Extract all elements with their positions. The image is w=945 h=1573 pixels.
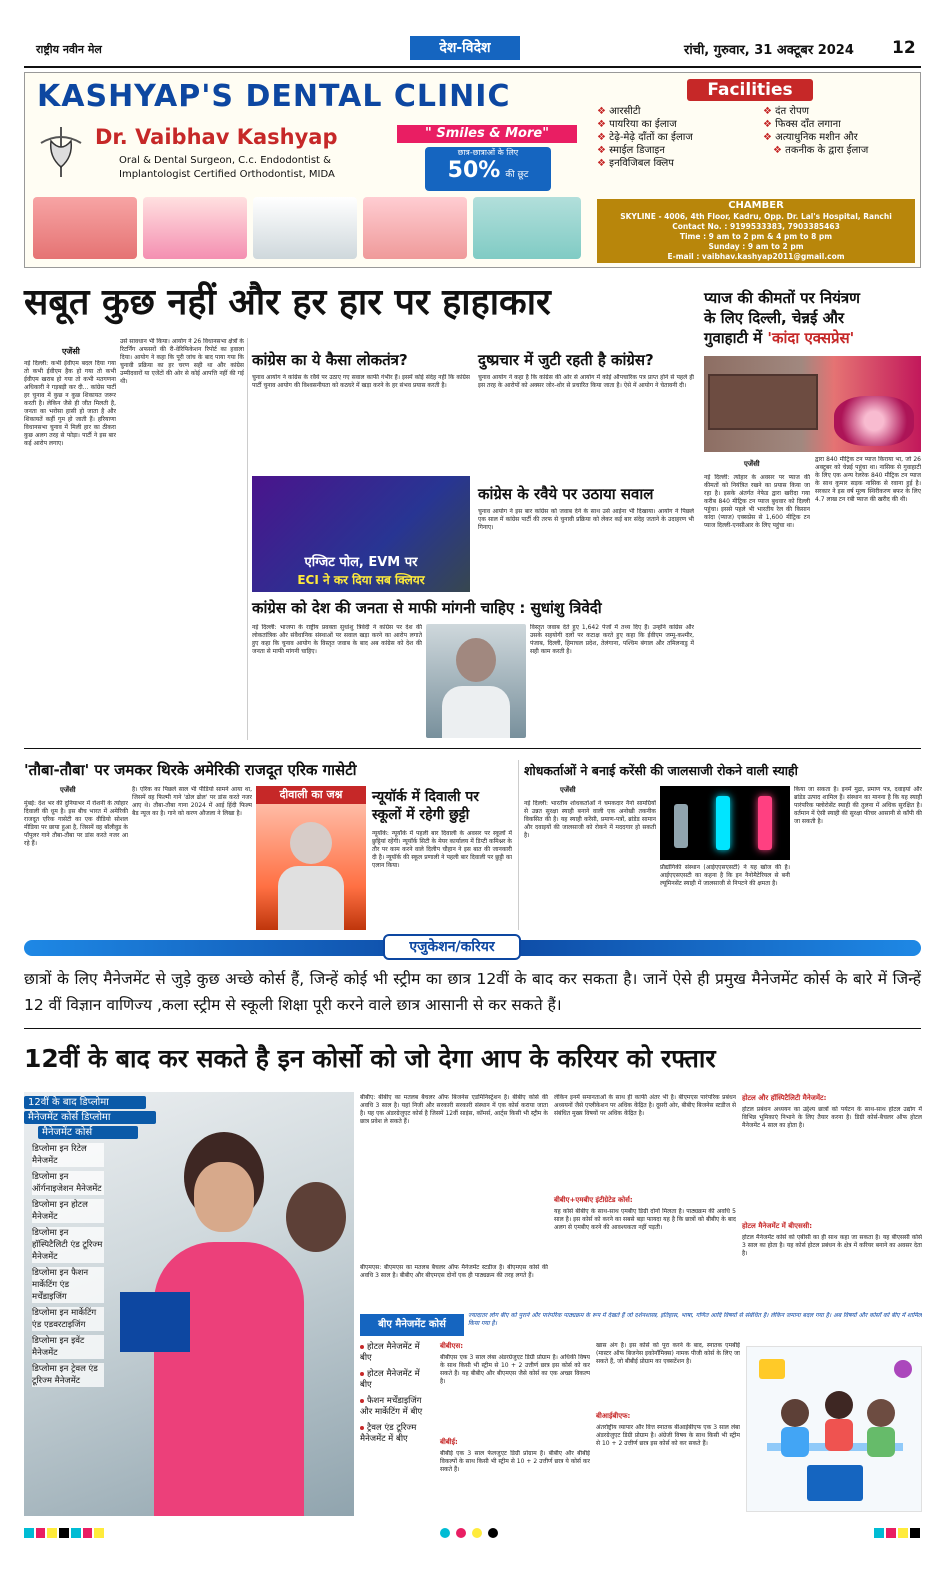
onion-agency: एजेंसी — [744, 460, 760, 468]
edu-col4-body: बीबीएस एक 3 साल लंबा अंडरग्रेजुएट डिग्री प्रोग्राम है। अधिकी विषय के साथ किसी भी स्ट्रीम से 10 + 2 उत्तीर्ण छात्र इस कोर्स को कर सकते हैं। यह बीबीए और बीएमएस जैसे कोर्स का एक अच्छा विकल्प है। — [440, 1354, 590, 1385]
edu-col4-title: बीबीएस: — [440, 1342, 464, 1350]
diploma-item: डिप्लोमा इन होटल मैनेजमेंट — [32, 1199, 104, 1223]
diploma-list — [24, 1143, 159, 1387]
facilities-title: Facilities — [687, 79, 813, 101]
facilities-list-left — [597, 105, 767, 170]
facility-item: ❖ टेढ़े-मेढ़े दाँतों का ईलाज — [597, 131, 767, 144]
lead-sub1-title: कांग्रेस का ये कैसा लोकतंत्र? — [252, 351, 408, 369]
edu-col1-bms: बीएमएस: बीएमएस का मतलब बैचलर ऑफ मैनेजमेंट स्टडीज है। बीएमएस कोर्स की अवधि 3 साल है। बीबीए और बीएमएस दोनों एक ही पाठ्यक्रम की तरह लगते हैं। — [360, 1264, 548, 1279]
diploma-item: डिप्लोमा इन मार्केटिंग एंड एडवरटाइजिंग — [32, 1307, 104, 1331]
ink-body-1: नई दिल्ली: भारतीय शोधकर्ताओं ने चमकदार नैनो सामग्रियों से उन्नत सुरक्षा स्याही बनाने वाली एक अनोखी तकनीक विकसित की है। यह स्याही करेंसी, प्रमाण-पत्रों, ब्रांडेड सामान और दवाइयों की जालसाजी को रोकने में मददगार हो सकती है। — [524, 800, 656, 839]
ba-course-item: फैशन मर्चेंडाइजिंग और मार्केटिंग में बीए — [360, 1396, 423, 1417]
chamber-address: SKYLINE - 4006, 4th Floor, Kadru, Opp. Dr. Lal's Hospital, Ranchi — [620, 212, 892, 221]
lead-sub2-body: चुनाव आयोग ने कहा है कि कांग्रेस की ओर से आयोग में कोई औपचारिक पत्र प्राप्त होने से पहले ही इस तरह के आरोपों को अक्सर जोर-शोर से प्रचारित किया जाता है। ऐसे में आयोग ने चेतावनी दी। — [478, 374, 694, 389]
lead-sub2-title: दुष्प्रचार में जुटी रहती है कांग्रेस? — [478, 351, 654, 369]
facility-item: ❖ तकनीक के द्वारा ईलाज — [763, 144, 919, 157]
facility-item: ❖ अत्याधुनिक मशीन और — [763, 131, 919, 144]
ba-course-list — [360, 1342, 434, 1450]
diploma-item: डिप्लोमा इन ऑर्गनाइजेशन मैनेजमेंट — [32, 1171, 104, 1195]
lead-sub4-title: कांग्रेस को देश की जनता से माफी मांगनी चाहिए : सुधांशु त्रिवेदी — [252, 599, 602, 617]
dental-checkup-photo — [473, 197, 581, 259]
edu-col5b-body: अंतर्राष्ट्रीय व्यापार और वित्त स्नातक बीआईबीएफ एक 3 साल लंबा अंडरग्रेजुएट डिग्री प्रोग्राम है। अंग्रेजी विषय के साथ किसी भी स्ट्रीम से 10 + 2 उत्तीर्ण छात्र इस कोर्स को कर सकते हैं। — [596, 1424, 740, 1447]
ba-band-text: ज्यादातर लोग बीए को पुराने और पारंपरिक पाठ्यक्रम के रूप में देखते हैं जो दर्शनशास्त्र, इतिहास, भाषा, गणित आदि विषयों से संबंधित है। लेकिन जमाना बदल गया है। अब विषयों और कोर्सों को बीए में शामिल किया गया है। — [468, 1312, 922, 1327]
ad-desc-2: Implantologist Certified Orthodontist, MIDA — [119, 169, 335, 180]
ad-offer-tail: की छूट — [505, 170, 529, 180]
chamber-sunday: Sunday : 9 am to 2 pm — [708, 242, 804, 251]
ink-photo-credit: प्रौद्योगिकी संस्थान (आईएएसएसटी) ने यह खोज की है। आईएएसएसटी का कहना है कि इन नैनोमैटेरियल से बनी ल्यूमिनसेंट स्याही में जालसाजी से निपटने की क्षमता है। — [660, 864, 790, 887]
ambassador-headline — [24, 760, 514, 780]
ambassador-body-1: मुंबई: देश भर की दुनियाभर में रोशनी के त्योहार दिवाली की धूम है। इस बीच भारत में अमेरिकी राजदूत एरिक गासेटी का एक वीडियो सोशल मीडिया पर छाया हुआ है, जिसमें वह बॉलीवुड के पॉपुलर गाने तौबा-तौबा पर डांस करते नजर आ रहे हैं। — [24, 800, 128, 847]
edu-col5-body: खास अंग है। इस कोर्स को पूरा करने के बाद, स्नातक एमबीई (मास्टर ऑफ बिजनेस इकोनॉमिक्स) नामक पीजी कोर्स के लिए जा सकते हैं, जो बीबीई प्रोग्राम का एक्सटेंशन है। — [596, 1342, 740, 1365]
side-title-2: मैनेजमेंट कोर्स डिप्लोमा — [24, 1111, 156, 1124]
lead-sub4-body-2: विस्तृत जवाब देते हुए 1,642 पेजों में तथ्य दिए हैं। उन्होंने कांग्रेस और उसके सहयोगी दलों पर कटाक्ष करते हुए कहा कि ईवीएम जम्मू-कश्मीर, पंजाब, दिल्ली, हिमाचल प्रदेश, तेलंगाना, पश्चिम बंगाल और तमिलनाडु में सही काम करती है। — [530, 624, 694, 655]
facility-item: ❖ फिक्स दाँत लगाना — [763, 118, 919, 131]
photo-label: दीवाली का जश्न — [256, 786, 366, 804]
section-label: देश-विदेश — [410, 36, 520, 60]
edu-col3b-body: होटल मैनेजमेंट कोर्स को एबीसी का ही साथ कहा जा सकता है। यह बीएससी कोर्स 3 साल का होता है। यह कोर्स होटल प्रबंधन के क्षेत्र में करियर बनाने का अवसर देता है। — [742, 1234, 922, 1257]
lead-sub3-body: चुनाव आयोग ने इस बार कांग्रेस को जवाब देने के साथ उसे आईना भी दिखाया। आयोग ने पिछले एक साल में कांग्रेस पार्टी की तरफ से चुनावी प्रक्रिया को लेकर कई बार संदेह जताने के उदाहरण भी गिनाए। — [478, 508, 694, 531]
sudhanshu-trivedi-photo — [426, 624, 526, 738]
diploma-item: डिप्लोमा इन फैशन मार्केटिंग एंड मर्चेंडाइजिंग — [32, 1267, 104, 1303]
nyc-headline-2: स्कूलों में रहेगी छुट्टी — [372, 807, 470, 823]
onion-body-2: द्वारा 840 मीट्रिक टन प्याज किराया भा, जो 26 अक्टूबर को चेन्नई पहुंचा था। नासिक से गुवाहाटी के लिए एक अन्य रेलरेक 840 मीट्रिक टन प्याज के साथ कुमार सड़क नासिक से रवाना हुई है। सरकार ने इस वर्ष मूल्य स्थिरीकरण बफर के लिए 4.7 लाख टन रबी प्याज की खरीद की थी। — [815, 456, 921, 503]
diploma-item: डिप्लोमा इन रिटेल मैनेजमेंट — [32, 1143, 104, 1167]
lead-headline: सबूत कुछ नहीं और हर हार पर हाहाकार — [24, 282, 551, 323]
print-dots-center — [440, 1528, 504, 1538]
edu-col4b-title: बीबीई: — [440, 1438, 458, 1446]
nyc-headline-1: न्यूयॉर्क में दिवाली पर — [372, 789, 480, 805]
teeth-photo-strip — [33, 197, 581, 259]
ad-offer-text: छात्र-छात्राओं के लिए — [457, 148, 519, 157]
masthead — [24, 36, 921, 66]
diploma-item: डिप्लोमा इन इवेंट मैनेजमेंट — [32, 1335, 104, 1359]
ad-desc-1: Oral & Dental Surgeon, C.c. Endodontist & — [119, 155, 331, 166]
onion-headline-1: प्याज की कीमतों पर नियंत्रण — [704, 289, 861, 307]
education-headline: 12वीं के बाद कर सकते है इन कोर्सो को जो देगा आप के करियर को रफ्तार — [24, 1044, 716, 1073]
ambassador-headline-quote: 'तौबा-तौबा' — [24, 761, 90, 779]
onion-train-photo — [704, 356, 921, 452]
ad-tagline: " Smiles & More" — [397, 125, 577, 143]
print-color-bar-right — [840, 1528, 920, 1538]
edu-col1-bba: बीबीए: बीबीए का मतलब बैचलर ऑफ बिजनेस एडमिनिस्ट्रेशन है। बीबीए कोर्स की अवधि 3 साल है। यहां निजी और सरकारी सरकारी संस्थान में एक कोर्स कराया जाता है। यह एक अंडरग्रेजुएट कोर्स है जिसमें 12वीं साइंस, कॉमर्स, आर्ट्स किसी भी स्ट्रीम के छात्र प्रवेश ले सकते हैं। — [360, 1094, 548, 1125]
smile-photo — [363, 197, 467, 259]
chamber-email: E-mail : vaibhav.kashyap2011@gmail.com — [667, 252, 845, 261]
nyc-headline — [372, 788, 512, 824]
diploma-item: डिप्लोमा इन हॉस्पिटैलिटी एंड टूरिज्म मैनेजमेंट — [32, 1228, 103, 1262]
dentures-photo — [33, 197, 137, 259]
print-color-bar-left — [24, 1528, 104, 1538]
facility-item: ❖ आरसीटी — [597, 105, 767, 118]
chamber-time: Time : 9 am to 2 pm & 4 pm to 8 pm — [679, 232, 833, 241]
lead-agency: एजेंसी — [62, 347, 80, 356]
chamber-contact: Contact No. : 9199533383, 7903385463 — [672, 222, 840, 231]
page-number: 12 — [892, 38, 916, 58]
edu-col3b-title: होटल मैनेजमेंट में बीएससी: — [742, 1222, 813, 1230]
side-title-1: 12वीं के बाद डिप्लोमा — [24, 1096, 146, 1109]
lead-sub3-title: कांग्रेस के रवैये पर उठाया सवाल — [478, 485, 654, 503]
education-intro: छात्रों के लिए मैनेजमेंट से जुड़े कुछ अच्छे कोर्स हैं, जिन्हें कोई भी स्ट्रीम का छात्र 12वीं के बाद कर सकता है। जानें ऐसे ही प्रमुख मैनेजमेंट कोर्स के बारे में जिन्हें 12 वीं विज्ञान वाणिज्य ,कला स्ट्रीम से स्कूली शिक्षा पूरी करने वाले छात्र आसानी से कर सकते हैं। — [24, 970, 921, 1014]
education-banner: एजुकेशन/करियर — [383, 934, 521, 960]
diwali-photo — [256, 786, 366, 930]
ambassador-body-2: है। एरिक का पिछले साल भी पीडियो सामने आया था, जिसमें वह फिल्मी गाने 'ढोल ढोल' पर डांस करते नजर आए थे। तौबा-तौबा गाना 2024 में आई हिंदी फिल्म बैड न्यूज का है। गाने को करण औजला ने लिखा है। — [132, 786, 252, 817]
edu-col5-title: बीआईबीएफ: — [596, 1412, 631, 1420]
ba-course-item: होटल मैनेजमेंट में बीए — [360, 1342, 420, 1363]
ba-course-item: होटल मैनेजमेंट में बीए — [360, 1369, 420, 1390]
onion-headline-quote: 'कांदा एक्सप्रेस' — [767, 329, 855, 347]
facilities-list-right — [763, 105, 919, 157]
nyc-body: न्यूयॉर्क: न्यूयॉर्क में पहली बार दिवाली के अवसर पर स्कूलों में छुट्टियां रहेंगी। न्यूयॉर्क सिटी के मेयर कार्यालय में डिप्टी कमिश्नर के तौर पर काम करने वाले दिलीप चौहान ने इस बात की जानकारी दी है। न्यूयॉर्क की स्कूल प्रणाली ने पहली बार दिवाली पर छुट्टी का एलान किया। — [372, 830, 512, 869]
edu-col2-body: यह कोर्स बीबीए के साथ-साथ एमबीए डिग्री दोनों मिलता है। पाठ्यक्रम की अवधि 5 साल है। इस कोर्स को करने का सबसे बड़ा फायदा यह है कि छात्रों को बीबीए के बाद अलग से एमबीए करने की आवश्यकता नहीं पड़ती। — [554, 1208, 736, 1231]
facility-item: ❖ पायरिया का ईलाज — [597, 118, 767, 131]
ink-agency: एजेंसी — [560, 786, 576, 794]
photo-caption-2: ECI ने कर दिया सब क्लियर — [297, 573, 425, 587]
dental-bridge-photo — [143, 197, 247, 259]
paper-name: राष्ट्रीय नवीन मेल — [36, 43, 102, 56]
edu-col4b-body: बीबीई एक 3 साल फेलजुएट डिग्री प्रोग्राम है। बीबीए और बीबीई विकल्पों के साथ किसी भी स्ट्रीम से 10 + 2 उत्तीर्ण छात्र ये कोर्स कर सकते हैं। — [440, 1450, 590, 1473]
onion-headline — [704, 288, 922, 348]
ad-offer-percent: 50% — [447, 158, 501, 183]
tooth-caduceus-icon — [33, 123, 89, 179]
lead-body-col2: उसे सावधान भी किया। आयोग ने 26 विधानसभा क्षेत्रों के रिटर्निंग अफसरों की री-वेरिफिकेशन रिपोर्ट का हवाला दिया। आयोग ने कहा कि पूरी जांच के बाद पाया गया कि चुनावी प्रक्रिया का हर चरण सही था और कांग्रेस उम्मीदवारों या एजेंटों की ओर से कोई आपत्ति नहीं की गई थी। — [120, 338, 244, 385]
ink-body-2: किया जा सकता है। इनमें मुद्रा, प्रमाण पत्र, दवाइयां और ब्रांडेड उत्पाद शामिल हैं। संस्थान का मानना है कि यह स्याही पारंपरिक फ्लोरोसेंट स्याही की तुलना में अधिक सुरक्षित है। वर्तमान में ऐसी स्याही की सुरक्षा फीचर आसानी से कॉपी की जा सकती है। — [794, 786, 922, 825]
photo-caption-1: एग्जिट पोल, EVM पर — [304, 555, 418, 570]
lead-sub4-body: नई दिल्ली: भाजपा के राष्ट्रीय प्रवक्ता सुधांशु त्रिवेदी ने कांग्रेस पर देश की लोकतांत्रिक और संवैधानिक संस्थाओं पर सवाल खड़ा करने का आरोप लगाते हुए कहा कि चुनाव आयोग के विस्तृत जवाब के बाद अब कांग्रेस को देश की जनता से माफी मांगनी चाहिए। — [252, 624, 422, 655]
evm-photo — [252, 476, 470, 592]
facility-item: ❖ स्माईल डिजाइन — [597, 144, 767, 157]
diploma-side-panel — [24, 1094, 159, 1391]
ad-offer — [425, 147, 551, 191]
ba-band-title: बीए मैनेजमेंट कोर्स — [360, 1314, 464, 1336]
dental-clinic-ad — [24, 72, 921, 268]
diploma-item: डिप्लोमा इन ट्रेवल एंड टूरिज्म मैनेजमेंट — [32, 1363, 104, 1387]
ad-clinic-name: KASHYAP'S DENTAL CLINIC — [37, 79, 511, 114]
ambassador-agency: एजेंसी — [60, 786, 76, 794]
ba-course-item: ट्रैवल एंड टूरिज्म मैनेजमेंट में बीए — [360, 1423, 417, 1444]
edu-col2: लेकिन इनमें समानताओं के साथ ही काफी अंतर भी है। बीएमएस पारंपरिक प्रबंधन अध्ययनों जैसे एप्लीकेशन पर अधिक केंद्रित है। दूसरी ओर, बीबीए बिजनेस स्टडीज से संबंधित मुख्य विषयों पर अधिक केंद्रित है। — [554, 1094, 736, 1117]
edu-col3-title: होटल और हॉस्पिटैलिटी मैनेजमेंट: — [742, 1094, 827, 1102]
lead-sub1-body: चुनाव आयोग ने कांग्रेस के रवैये पर उठाए गए सवाल काफी गंभीर हैं। इसमें कोई संदेह नहीं कि कांग्रेस पार्टी चुनाव आयोग की विश्वसनीयता को कठघरे में खड़ा करने के हर संभव प्रयास करती है। — [252, 374, 470, 389]
edu-col3-body: होटल प्रबंधन अध्ययन का उद्देश्य छात्रों को पर्यटन के साथ-साथ होटल उद्योग में विभिन्न भूमिकाएं निभाने के लिए तैयार करना है। डिग्री कोर्स-बैचलर ऑफ होटल मैनेजमेंट 4 साल का होता है। — [742, 1106, 922, 1129]
luminescent-ink-photo — [660, 786, 790, 860]
onion-body-1: नई दिल्ली: त्योहार के अवसर पर प्याज की कीमतों को नियंत्रित रखने का प्रयास किया जा रहा है। इसके अंतर्गत नेफेड द्वारा खरीदा गया करीब 840 मीट्रिक टन प्याज बुधवार को दिल्ली पहुंचा। इससे पहले भी भारतीय रेल की किसान कांदा (प्याज) एक्सप्रेस से 1,600 मीट्रिक टन प्याज दिल्ली-एनसीआर के लिए पहुंचा था। — [704, 474, 810, 529]
facility-item: ❖ इनविजिबल क्लिप — [597, 157, 767, 170]
ad-doctor-name: Dr. Vaibhav Kashyap — [95, 125, 338, 149]
facility-item: ❖ दंत रोपण — [763, 105, 919, 118]
lead-body-col1: नई दिल्ली: कभी ईवीएम बदल दिया गया तो कभी ईवीएम हैक हो गया तो कभी ईवीएम खराब हो गया तो कभी मतगणना अधिकारी ने गड़बड़ी कर दी... कांग्रेस पार्टी हर चुनाव में कुछ न कुछ शिकायत जरूर करती है। लेकिन जैसे ही जीत मिलती है, जनता का भरोसा हासी हो जाता है और शिकायतें कहीं गुम हो जाती हैं। हरियाणा विधानसभा चुनाव में मिली हार का ठीकरा कुछ अलग तरह से फोड़ा। पार्टी ने इस बार कई आरोप लगाए। — [24, 360, 116, 447]
ambassador-headline-text: पर जमकर थिरके अमेरिकी राजदूत एरिक गासेटी — [94, 761, 357, 779]
chamber-box — [597, 199, 915, 263]
edu-col2-title: बीबीए+एमबीए इंटीग्रेटेड कोर्स: — [554, 1196, 633, 1204]
dateline: रांची, गुरुवार, 31 अक्टूबर 2024 — [684, 43, 854, 58]
students-illustration — [746, 1346, 922, 1512]
chamber-title: CHAMBER — [728, 200, 784, 211]
dental-implant-photo — [253, 197, 357, 259]
ink-headline: शोधकर्ताओं ने बनाई करेंसी की जालसाजी रोकने वाली स्याही — [524, 763, 798, 778]
onion-headline-3: गुवाहाटी में — [704, 329, 763, 347]
onion-headline-2: के लिए दिल्ली, चेन्नई और — [704, 309, 845, 327]
side-title-3: मैनेजमेंट कोर्स — [38, 1126, 138, 1139]
